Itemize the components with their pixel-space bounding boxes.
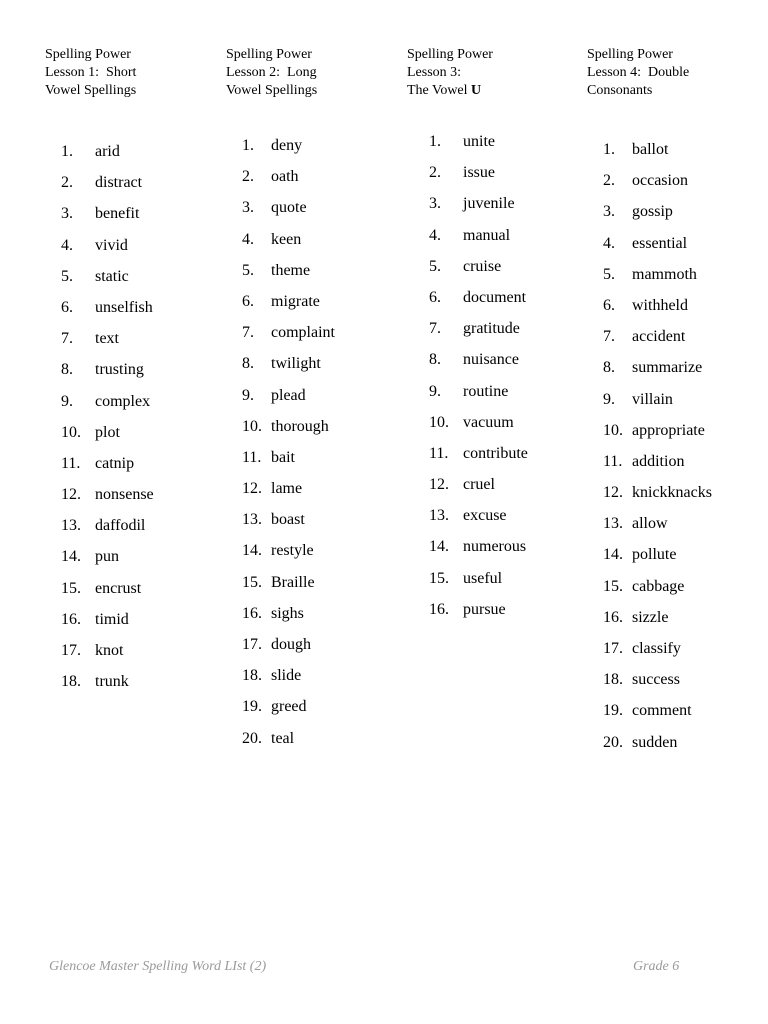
lesson-header-line: Spelling Power bbox=[407, 47, 493, 62]
spelling-word: accident bbox=[632, 328, 686, 346]
spelling-word: gratitude bbox=[463, 320, 520, 338]
word-list-item bbox=[603, 234, 712, 265]
word-list-item bbox=[61, 298, 154, 329]
lesson-4-word-list bbox=[603, 140, 712, 764]
word-list-item bbox=[429, 288, 528, 319]
word-list-item bbox=[242, 510, 335, 541]
word-number: 13. bbox=[242, 511, 262, 529]
word-list-item bbox=[61, 641, 154, 672]
word-list-item bbox=[429, 600, 528, 631]
spelling-word: dough bbox=[271, 636, 311, 653]
word-list-item bbox=[603, 545, 712, 576]
lesson-header-line: Vowel Spellings bbox=[45, 83, 137, 98]
word-number: 6. bbox=[603, 296, 615, 314]
word-number: 5. bbox=[242, 261, 254, 279]
spelling-word: sighs bbox=[271, 604, 304, 622]
word-number: 4. bbox=[242, 230, 254, 248]
spelling-word: arid bbox=[95, 143, 120, 160]
word-list-item bbox=[242, 541, 335, 572]
word-list-item bbox=[603, 202, 712, 233]
word-number: 1. bbox=[603, 141, 615, 158]
word-number: 12. bbox=[61, 486, 81, 504]
spelling-word: Braille bbox=[271, 573, 315, 591]
word-list-item bbox=[429, 537, 528, 568]
word-list-item bbox=[429, 257, 528, 288]
lesson-1-word-list bbox=[61, 142, 154, 703]
word-list-item bbox=[242, 729, 335, 760]
spelling-word: text bbox=[95, 330, 119, 348]
spelling-word: juvenile bbox=[463, 195, 515, 213]
spelling-word: comment bbox=[632, 702, 692, 720]
word-list-item bbox=[242, 136, 335, 167]
word-number: 17. bbox=[603, 640, 623, 657]
spelling-word: catnip bbox=[95, 454, 135, 472]
word-list-item bbox=[61, 236, 154, 267]
word-number: 5. bbox=[61, 267, 73, 285]
word-number: 18. bbox=[242, 667, 262, 685]
spelling-word: contribute bbox=[463, 444, 528, 462]
spelling-word: unite bbox=[463, 133, 495, 150]
word-list-item bbox=[603, 483, 712, 514]
word-number: 4. bbox=[429, 226, 441, 244]
word-list-item bbox=[429, 569, 528, 600]
spelling-word: summarize bbox=[632, 359, 703, 377]
spelling-word: vivid bbox=[95, 236, 128, 254]
lesson-3-column bbox=[407, 46, 582, 618]
word-number: 4. bbox=[603, 234, 615, 252]
word-list-item bbox=[429, 413, 528, 444]
word-list-item bbox=[603, 639, 712, 670]
word-number: 3. bbox=[429, 195, 441, 213]
spelling-word: cabbage bbox=[632, 577, 685, 595]
word-list-item bbox=[603, 733, 712, 764]
word-number: 8. bbox=[429, 351, 441, 369]
word-list-item bbox=[61, 516, 154, 547]
word-list-item bbox=[603, 265, 712, 296]
spelling-word: pursue bbox=[463, 600, 506, 618]
word-number: 11. bbox=[242, 448, 262, 466]
word-number: 7. bbox=[429, 320, 441, 338]
word-number: 12. bbox=[429, 476, 449, 494]
spelling-word: knot bbox=[95, 642, 124, 659]
spelling-word: encrust bbox=[95, 579, 142, 597]
spelling-word: occasion bbox=[632, 172, 688, 190]
spelling-word: deny bbox=[271, 137, 303, 154]
word-list-item bbox=[61, 485, 154, 516]
spelling-word: appropriate bbox=[632, 421, 705, 439]
word-number: 14. bbox=[603, 546, 623, 564]
lesson-header-line: Lesson 2: Long bbox=[226, 65, 317, 80]
word-number: 19. bbox=[603, 702, 623, 720]
word-list-item bbox=[242, 198, 335, 229]
spelling-word: complaint bbox=[271, 324, 335, 342]
word-number: 6. bbox=[429, 288, 441, 306]
word-list-item bbox=[61, 672, 154, 703]
word-number: 3. bbox=[242, 199, 254, 217]
spelling-word: allow bbox=[632, 515, 668, 533]
word-list-item bbox=[61, 204, 154, 235]
spelling-word: quote bbox=[271, 199, 307, 217]
word-list-item bbox=[429, 226, 528, 257]
word-number: 18. bbox=[61, 673, 81, 691]
spelling-word: numerous bbox=[463, 538, 527, 556]
word-list-item bbox=[242, 573, 335, 604]
spelling-word: nuisance bbox=[463, 351, 519, 369]
word-number: 17. bbox=[242, 636, 262, 653]
word-number: 10. bbox=[603, 421, 623, 439]
spelling-word: success bbox=[632, 671, 680, 689]
spelling-word: unselfish bbox=[95, 298, 153, 316]
word-number: 10. bbox=[429, 413, 449, 431]
spelling-word: pollute bbox=[632, 546, 677, 564]
spelling-word: routine bbox=[463, 382, 509, 400]
word-list-item bbox=[603, 577, 712, 608]
word-number: 2. bbox=[61, 174, 73, 192]
spelling-word: lame bbox=[271, 480, 303, 498]
word-list-item bbox=[603, 390, 712, 421]
word-number: 17. bbox=[61, 642, 81, 659]
word-number: 15. bbox=[603, 577, 623, 595]
footer-grade: Grade 6 bbox=[633, 959, 680, 974]
spelling-word: sudden bbox=[632, 733, 678, 751]
word-number: 20. bbox=[603, 733, 623, 751]
word-list-item bbox=[242, 292, 335, 323]
spelling-word: twilight bbox=[271, 355, 321, 373]
word-number: 15. bbox=[242, 573, 262, 591]
word-list-item bbox=[242, 417, 335, 448]
word-list-item bbox=[429, 163, 528, 194]
word-list-item bbox=[61, 360, 154, 391]
word-list-item bbox=[242, 635, 335, 666]
word-list-item bbox=[242, 354, 335, 385]
word-number: 9. bbox=[603, 390, 615, 408]
lesson-4-column bbox=[587, 46, 762, 751]
spelling-word: static bbox=[95, 267, 129, 285]
lesson-header-bold-letter: U bbox=[471, 83, 482, 98]
spelling-word: keen bbox=[271, 230, 302, 248]
word-list-item bbox=[61, 392, 154, 423]
word-number: 3. bbox=[603, 203, 615, 221]
word-list-item bbox=[603, 452, 712, 483]
word-number: 14. bbox=[61, 548, 81, 566]
word-list-item bbox=[603, 171, 712, 202]
word-list-item bbox=[429, 319, 528, 350]
spelling-word: greed bbox=[271, 698, 307, 716]
spelling-word: document bbox=[463, 288, 527, 306]
spelling-word: excuse bbox=[463, 507, 507, 525]
spelling-word: ballot bbox=[632, 141, 669, 158]
lesson-header-line: Spelling Power bbox=[587, 47, 673, 62]
spelling-word: manual bbox=[463, 226, 511, 244]
lesson-4-header bbox=[587, 46, 762, 100]
lesson-header-line: Consonants bbox=[587, 83, 653, 98]
word-list-item bbox=[61, 142, 154, 173]
lesson-1-column bbox=[45, 46, 220, 691]
spelling-word: knickknacks bbox=[632, 484, 712, 502]
word-number: 7. bbox=[242, 324, 254, 342]
word-number: 14. bbox=[242, 542, 262, 560]
word-list-item bbox=[429, 132, 528, 163]
word-number: 13. bbox=[429, 507, 449, 525]
word-number: 10. bbox=[61, 423, 81, 441]
word-number: 16. bbox=[61, 610, 81, 628]
lesson-header-line: Vowel Spellings bbox=[226, 83, 318, 98]
word-number: 8. bbox=[61, 361, 73, 379]
word-number: 7. bbox=[603, 328, 615, 346]
word-number: 16. bbox=[242, 604, 262, 622]
word-number: 11. bbox=[603, 452, 623, 470]
word-list-item bbox=[603, 421, 712, 452]
spelling-word: trunk bbox=[95, 673, 129, 691]
spelling-word: trusting bbox=[95, 361, 144, 379]
lesson-2-word-list bbox=[242, 136, 335, 760]
spelling-word: complex bbox=[95, 392, 151, 410]
word-number: 13. bbox=[603, 515, 623, 533]
word-list-item bbox=[61, 267, 154, 298]
word-list-item bbox=[242, 448, 335, 479]
word-list-item bbox=[61, 423, 154, 454]
word-number: 1. bbox=[429, 133, 441, 150]
word-number: 13. bbox=[61, 517, 81, 535]
word-list-item bbox=[603, 327, 712, 358]
word-list-item bbox=[429, 194, 528, 225]
spelling-word: bait bbox=[271, 448, 295, 466]
footer-title: Glencoe Master Spelling Word LIst (2) bbox=[49, 959, 267, 974]
lesson-1-header bbox=[45, 46, 220, 100]
word-number: 12. bbox=[603, 484, 623, 502]
word-list-item bbox=[242, 323, 335, 354]
word-list-item bbox=[242, 167, 335, 198]
word-number: 8. bbox=[603, 359, 615, 377]
spelling-word: plot bbox=[95, 423, 120, 441]
word-list-item bbox=[61, 329, 154, 360]
lesson-header-line: Lesson 4: Double bbox=[587, 65, 690, 80]
spelling-word: gossip bbox=[632, 203, 673, 221]
word-number: 20. bbox=[242, 729, 262, 747]
spelling-word: pun bbox=[95, 548, 119, 566]
word-list-item bbox=[429, 382, 528, 413]
word-list-item bbox=[603, 670, 712, 701]
word-list-item bbox=[242, 666, 335, 697]
spelling-word: migrate bbox=[271, 292, 320, 310]
spelling-word: useful bbox=[463, 569, 503, 587]
spelling-word: daffodil bbox=[95, 517, 146, 535]
word-number: 15. bbox=[61, 579, 81, 597]
word-number: 2. bbox=[429, 164, 441, 182]
spelling-word: villain bbox=[632, 390, 673, 408]
word-list-item bbox=[242, 230, 335, 261]
spelling-word: slide bbox=[271, 667, 302, 685]
lesson-header-line: Spelling Power bbox=[226, 47, 312, 62]
word-number: 8. bbox=[242, 355, 254, 373]
spelling-word: vacuum bbox=[463, 413, 514, 431]
word-number: 14. bbox=[429, 538, 449, 556]
word-number: 1. bbox=[242, 137, 254, 154]
word-list-item bbox=[242, 697, 335, 728]
spelling-word: addition bbox=[632, 452, 685, 470]
spelling-word: theme bbox=[271, 261, 311, 279]
word-list-item bbox=[429, 350, 528, 381]
word-number: 11. bbox=[61, 454, 81, 472]
word-number: 9. bbox=[429, 382, 441, 400]
word-list-item bbox=[603, 608, 712, 639]
word-list-item bbox=[61, 454, 154, 485]
word-number: 10. bbox=[242, 417, 262, 435]
spelling-word: thorough bbox=[271, 417, 329, 435]
word-number: 6. bbox=[242, 292, 254, 310]
word-number: 5. bbox=[429, 257, 441, 275]
word-number: 7. bbox=[61, 330, 73, 348]
word-number: 16. bbox=[603, 608, 623, 626]
lesson-2-header bbox=[226, 46, 401, 100]
lesson-header-line: Spelling Power bbox=[45, 47, 131, 62]
word-list-item bbox=[242, 386, 335, 417]
lesson-3-word-list bbox=[429, 132, 528, 631]
word-list-item bbox=[603, 296, 712, 327]
word-number: 18. bbox=[603, 671, 623, 689]
word-list-item bbox=[61, 610, 154, 641]
word-number: 11. bbox=[429, 444, 449, 462]
word-list-item bbox=[242, 604, 335, 635]
word-number: 19. bbox=[242, 698, 262, 716]
spelling-word: timid bbox=[95, 610, 129, 628]
word-list-item bbox=[603, 701, 712, 732]
word-number: 12. bbox=[242, 480, 262, 498]
spelling-word: classify bbox=[632, 640, 681, 657]
word-number: 9. bbox=[242, 386, 254, 404]
word-list-item bbox=[429, 444, 528, 475]
lesson-header-line: Lesson 1: Short bbox=[45, 65, 137, 80]
spelling-word: boast bbox=[271, 511, 305, 529]
word-list-item bbox=[242, 479, 335, 510]
word-list-item bbox=[61, 173, 154, 204]
word-list-item bbox=[429, 475, 528, 506]
word-number: 3. bbox=[61, 205, 73, 223]
word-number: 6. bbox=[61, 298, 73, 316]
spelling-word: mammoth bbox=[632, 265, 697, 283]
spelling-word: issue bbox=[463, 164, 495, 182]
lesson-header-line bbox=[407, 82, 582, 100]
word-list-item bbox=[242, 261, 335, 292]
lesson-2-column bbox=[226, 46, 401, 747]
word-number: 2. bbox=[242, 168, 254, 186]
spelling-word: teal bbox=[271, 729, 295, 747]
spelling-word: oath bbox=[271, 168, 299, 186]
word-number: 15. bbox=[429, 569, 449, 587]
word-list-item bbox=[603, 140, 712, 171]
spelling-word: plead bbox=[271, 386, 306, 404]
word-number: 16. bbox=[429, 600, 449, 618]
word-number: 9. bbox=[61, 392, 73, 410]
spelling-word: sizzle bbox=[632, 608, 669, 626]
word-list-item bbox=[61, 547, 154, 578]
lesson-header-line: Lesson 3: bbox=[407, 65, 462, 80]
spelling-word: withheld bbox=[632, 296, 688, 314]
word-number: 4. bbox=[61, 236, 73, 254]
word-number: 1. bbox=[61, 143, 73, 160]
word-list-item bbox=[61, 579, 154, 610]
spelling-word: distract bbox=[95, 174, 143, 192]
word-list-item bbox=[603, 514, 712, 545]
spelling-word: nonsense bbox=[95, 486, 154, 504]
lesson-header-text: The Vowel bbox=[407, 83, 472, 98]
word-number: 5. bbox=[603, 265, 615, 283]
word-number: 2. bbox=[603, 172, 615, 190]
spelling-word: essential bbox=[632, 234, 688, 252]
spelling-word: benefit bbox=[95, 205, 140, 223]
spelling-word: restyle bbox=[271, 542, 314, 560]
lesson-3-header bbox=[407, 46, 582, 100]
word-list-item bbox=[429, 506, 528, 537]
spelling-word: cruise bbox=[463, 257, 502, 275]
word-list-item bbox=[603, 358, 712, 389]
spelling-word: cruel bbox=[463, 476, 495, 494]
